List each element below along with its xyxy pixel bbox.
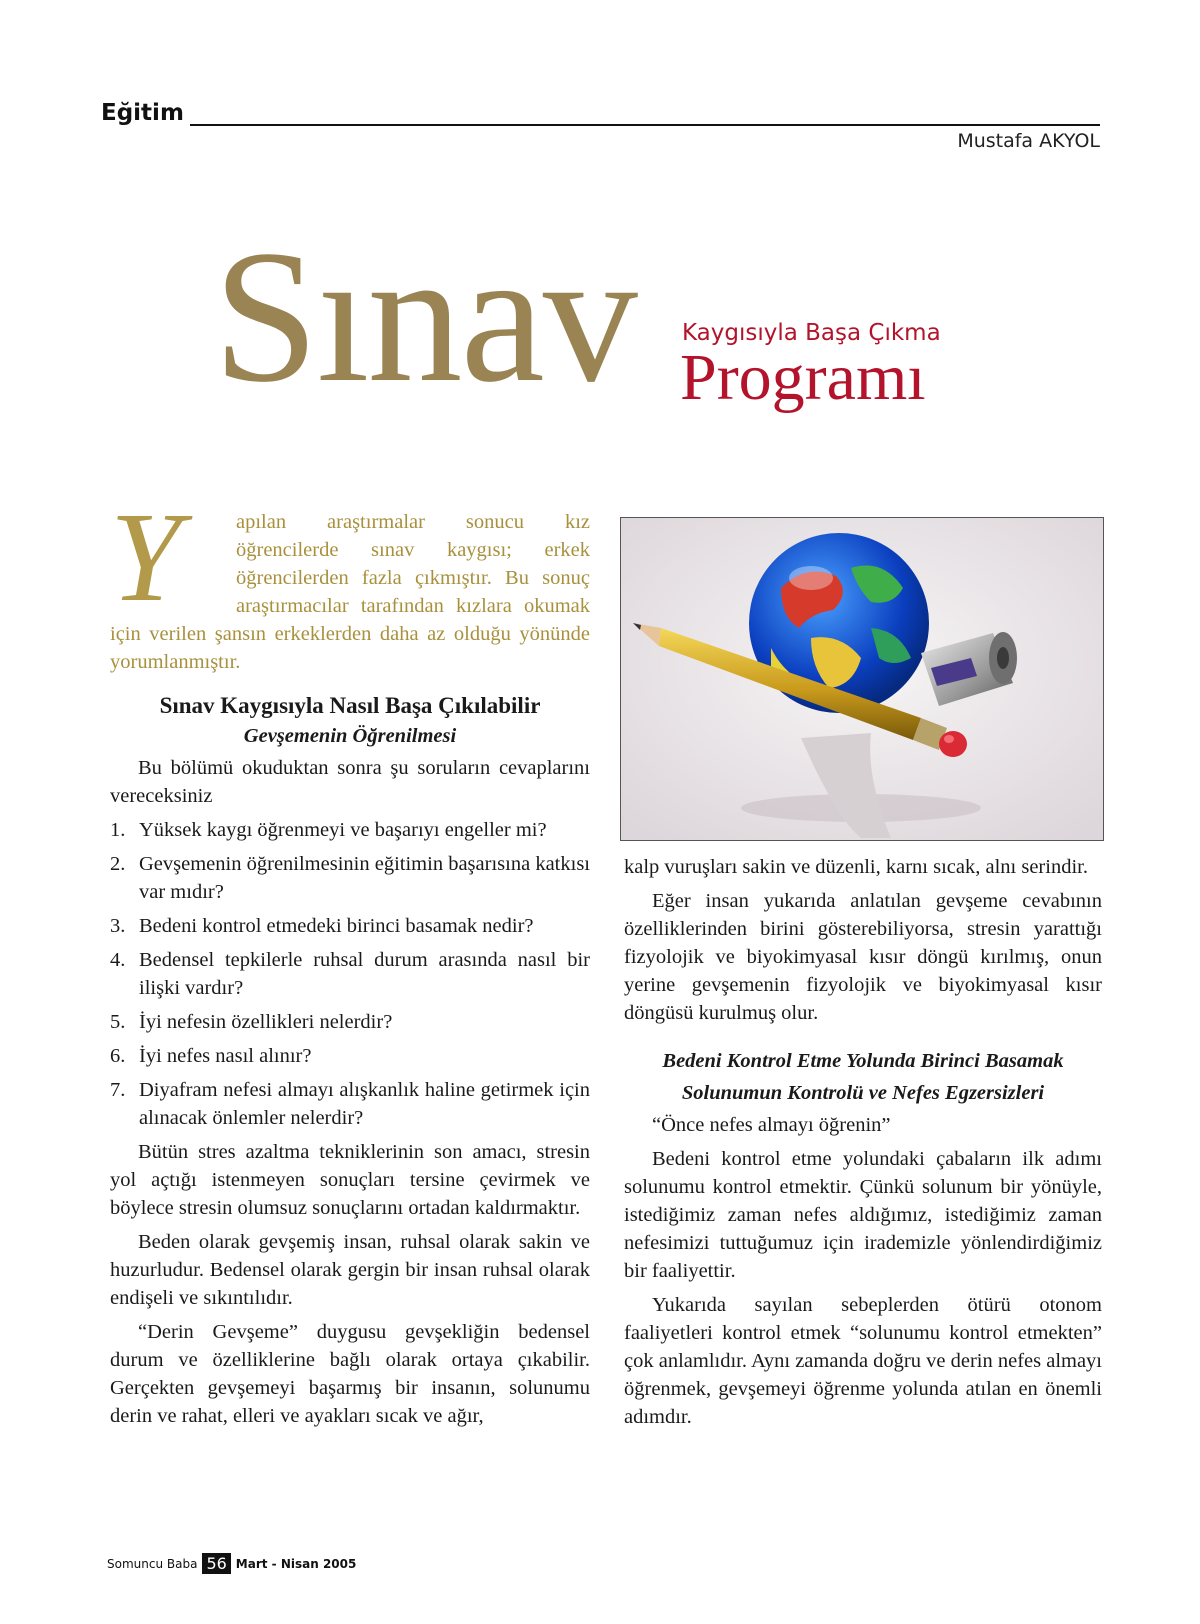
- list-number: 4.: [110, 949, 126, 971]
- list-text: Diyafram nefesi almayı alışkanlık haline getirmek için alınacak önlemler nelerdir?: [139, 1079, 590, 1129]
- list-number: 6.: [110, 1045, 126, 1067]
- list-text: Gevşemenin öğrenilmesinin eğitimin başarısına katkısı var mıdır?: [139, 853, 590, 903]
- list-text: İyi nefes nasıl alınır?: [139, 1045, 312, 1067]
- title-subtitle: Kaygısıyla Başa Çıkma: [682, 320, 941, 346]
- header-rule: [190, 124, 1100, 126]
- intro-text: apılan araştırmalar sonucu kız öğrencilerde sınav kaygısı; erkek öğrencilerden fazla çıkmıştır. Bu sonuç araştırmacılar tarafından kızlara okumak için verilen şansın erkeklerden daha az olduğu yönünde yorumlanmıştır.: [110, 511, 590, 673]
- title-program: Programı: [680, 341, 926, 414]
- body-paragraph: Beden olarak gevşemiş insan, ruhsal olarak sakin ve huzurludur. Bedensel olarak gergin bir insan ruhsal olarak endişeli ve sıkıntılıdır.: [110, 1231, 590, 1309]
- list-number: 2.: [110, 853, 126, 875]
- body-paragraph: Bütün stres azaltma tekniklerinin son amacı, stresin yol açtığı istenmeyen sonuçları tersine çevirmek ve böylece stresin olumsuz sonuçlarını ortadan kaldırmaktır.: [110, 1141, 590, 1219]
- list-item: [110, 912, 590, 940]
- list-number: 5.: [110, 1011, 126, 1033]
- lead-paragraph: Bu bölümü okuduktan sonra şu soruların cevaplarını vereceksiniz: [110, 757, 590, 807]
- quote-line: “Önce nefes almayı öğrenin”: [652, 1114, 891, 1136]
- list-text: Bedeni kontrol etmedeki birinci basamak nedir?: [139, 915, 534, 937]
- list-item: [110, 816, 590, 844]
- left-column: [110, 486, 590, 1436]
- page-number: 56: [202, 1553, 230, 1574]
- title-main: Sınav: [213, 212, 636, 422]
- list-text: İyi nefesin özellikleri nelerdir?: [139, 1011, 393, 1033]
- article-photo: [620, 517, 1104, 841]
- list-item: [110, 1008, 590, 1036]
- list-item: [110, 1076, 590, 1132]
- list-text: Bedensel tepkilerle ruhsal durum arasında nasıl bir ilişki vardır?: [139, 949, 590, 999]
- body-paragraph: Bedeni kontrol etme yolundaki çabaların ilk adımı solunumu kontrol etmektir. Çünkü solunum bir yönüyle, istediğimiz zaman nefes aldığımız, istediğimiz zaman nefesimizi tuttuğumuz için irademizle yönlendirdiğimiz bir faaliyettir.: [624, 1148, 1102, 1282]
- magazine-name: Somuncu Baba: [107, 1556, 198, 1571]
- section-heading-line2: Solunumun Kontrolü ve Nefes Egzersizleri: [681, 1082, 1045, 1104]
- body-paragraph: “Derin Gevşeme” duygusu gevşekliğin bedensel durum ve özelliklerine bağlı olarak ortaya çıkabilir. Gerçekten gevşemeyi başarmış bir insanın, solunumu derin ve rahat, elleri ve ayakları sıcak ve ağır,: [110, 1321, 590, 1427]
- drop-cap: Y: [110, 486, 182, 628]
- list-item: [110, 1042, 590, 1070]
- list-item: [110, 850, 590, 906]
- list-number: 3.: [110, 915, 126, 937]
- section-subheading: Gevşemenin Öğrenilmesi: [243, 725, 457, 747]
- issue-date: Mart - Nisan 2005: [235, 1556, 357, 1571]
- intro-paragraph: [110, 486, 590, 676]
- list-item: [110, 946, 590, 1002]
- list-number: 1.: [110, 819, 126, 841]
- body-paragraph-continued: kalp vuruşları sakin ve düzenli, karnı sıcak, alnı serindir.: [624, 856, 1088, 878]
- author-name: Mustafa AKYOL: [957, 130, 1100, 152]
- photo-illustration: [621, 518, 1103, 840]
- section-heading: Sınav Kaygısıyla Nasıl Başa Çıkılabilir: [159, 693, 541, 718]
- body-paragraph: Eğer insan yukarıda anlatılan gevşeme cevabının özelliklerinden birini gösterebiliyorsa, stresin yarattığı fizyolojik ve biyokimyasal kısır döngü kırılmış, onun yerine gevşemenin fizyolojik ve biyokimyasal kısır döngüsü kurulmuş olur.: [624, 890, 1102, 1024]
- list-text: Yüksek kaygı öğrenmeyi ve başarıyı engeller mi?: [139, 819, 547, 841]
- page-footer: [107, 1553, 356, 1574]
- right-column: [624, 853, 1102, 1437]
- section-heading-line1: Bedeni Kontrol Etme Yolunda Birinci Basamak: [662, 1050, 1064, 1072]
- section-label: Eğitim: [101, 100, 184, 126]
- body-paragraph: Yukarıda sayılan sebeplerden ötürü otonom faaliyetleri kontrol etmek “solunumu kontrol etmekten” çok anlamlıdır. Aynı zamanda doğru ve derin nefes almayı öğrenmek, gevşemeyi öğrenme yolunda atılan en önemli adımdır.: [624, 1294, 1103, 1428]
- list-number: 7.: [110, 1079, 126, 1101]
- question-list: [110, 816, 590, 1132]
